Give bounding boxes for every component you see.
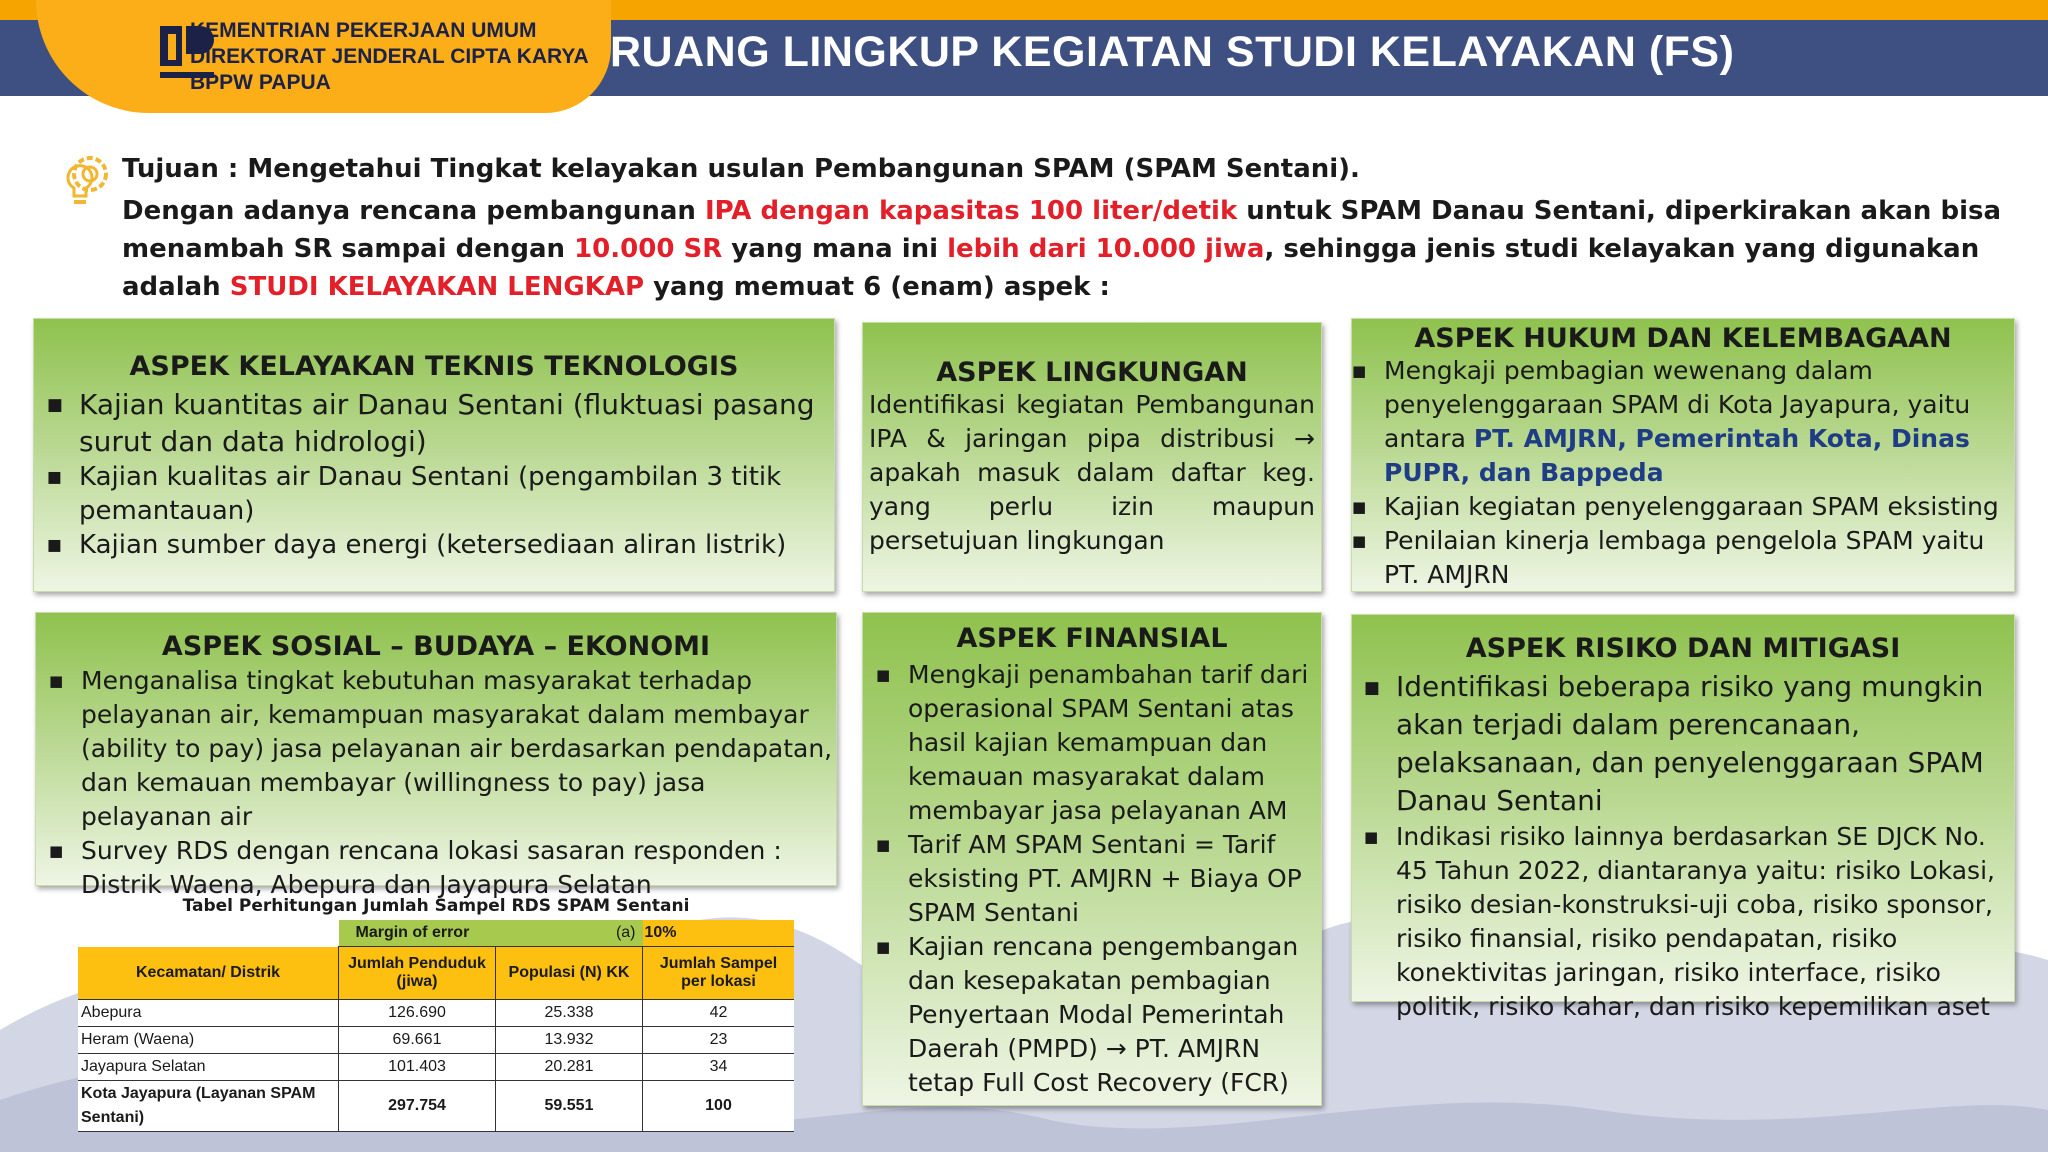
list-item: ■ Indikasi risiko lainnya berdasarkan SE DJCK No. 45 Tahun 2022, diantaranya yaitu: risiko Lokasi, risiko desian-konstruksi-uji coba, risiko sponsor, risiko finansial, risiko pendapatan, risiko konektivitas jaringan, risiko interface, risiko politik, risiko kahar, dan risiko kepemilikan aset bbox=[1396, 820, 2014, 1024]
table-header: Kecamatan/ Distrik bbox=[78, 947, 339, 1000]
table-cell: 42 bbox=[643, 999, 795, 1026]
table-header: Jumlah Penduduk (jiwa) bbox=[339, 947, 496, 1000]
list-item: ■ Menganalisa tingkat kebutuhan masyarakat terhadap pelayanan air, kemampuan masyarakat dalam membayar (ability to pay) jasa pelayanan air berdasarkan pendapatan, dan kemauan membayar (willingness to pay) jasa pelayanan air bbox=[81, 664, 836, 834]
table-cell: 297.754 bbox=[339, 1080, 496, 1131]
list-item: ■ Kajian kegiatan penyelenggaraan SPAM eksisting bbox=[1384, 490, 2014, 524]
ministry-text bbox=[190, 18, 589, 96]
list-item: ■ Tarif AM SPAM Sentani = Tarif eksisting PT. AMJRN + Biaya OP SPAM Sentani bbox=[908, 828, 1321, 930]
hukum-item1-entities: PT. AMJRN, Pemerintah Kota, Dinas PUPR, dan Bappeda bbox=[1384, 424, 1970, 487]
rds-table bbox=[78, 920, 794, 1132]
intro-text bbox=[122, 150, 2022, 306]
table-cell-empty bbox=[78, 920, 339, 947]
list-item: ■ Mengkaji penambahan tarif dari operasional SPAM Sentani atas hasil kajian kemampuan dan kemauan masyarakat dalam membayar jasa pelayanan AM bbox=[908, 658, 1321, 828]
table-total-row bbox=[78, 1080, 794, 1131]
table-cell: 13.932 bbox=[496, 1026, 643, 1053]
list-item: ■ Kajian kualitas air Danau Sentani (pengambilan 3 titik pemantauan) bbox=[79, 460, 834, 528]
table-cell: Kota Jayapura (Layanan SPAM Sentani) bbox=[78, 1080, 339, 1131]
table-cell: 34 bbox=[643, 1053, 795, 1080]
card-finansial bbox=[862, 612, 1322, 1106]
page-title: RUANG LINGKUP KEGIATAN STUDI KELAYAKAN (FS) bbox=[610, 28, 1735, 76]
intro-p1: Dengan adanya rencana pembangunan bbox=[122, 196, 705, 226]
lightbulb-gear-icon bbox=[54, 148, 118, 212]
table-cell: Heram (Waena) bbox=[78, 1026, 339, 1053]
card-sosial-list bbox=[81, 664, 836, 902]
list-item: ■ Kajian sumber daya energi (ketersediaan aliran listrik) bbox=[79, 528, 834, 562]
table-row bbox=[78, 920, 794, 947]
hukum-item1-text: Mengkaji pembagian wewenang dalam penyelenggaraan SPAM di Kota Jayapura, yaitu antara bbox=[1384, 356, 1971, 453]
table-cell: Abepura bbox=[78, 999, 339, 1026]
table-header-row bbox=[78, 947, 794, 1000]
table-cell: 100 bbox=[643, 1080, 795, 1131]
table-row bbox=[78, 1026, 794, 1053]
intro-p5: yang memuat 6 (enam) aspek : bbox=[644, 272, 1110, 302]
table-header: Jumlah Sampel per lokasi bbox=[643, 947, 795, 1000]
table-cell: 101.403 bbox=[339, 1053, 496, 1080]
rds-table-title: Tabel Perhitungan Jumlah Sampel RDS SPAM Sentani bbox=[182, 896, 690, 916]
card-lingkungan-title: ASPEK LINGKUNGAN bbox=[936, 357, 1248, 388]
table-cell: Jayapura Selatan bbox=[78, 1053, 339, 1080]
ministry-line-3: BPPW PAPUA bbox=[190, 71, 331, 94]
intro-p2-red: 10.000 SR bbox=[574, 234, 723, 264]
table-cell: 25.338 bbox=[496, 999, 643, 1026]
card-hukum-title: ASPEK HUKUM DAN KELEMBAGAAN bbox=[1414, 323, 1952, 354]
card-lingkungan bbox=[862, 322, 1322, 592]
margin-value: 10% bbox=[643, 920, 795, 947]
ministry-line-2: DIREKTORAT JENDERAL CIPTA KARYA bbox=[190, 45, 589, 68]
card-hukum-list bbox=[1384, 354, 2014, 592]
table-cell: 59.551 bbox=[496, 1080, 643, 1131]
card-risiko-title: ASPEK RISIKO DAN MITIGASI bbox=[1465, 633, 1901, 664]
list-item: ■ Kajian kuantitas air Danau Sentani (fluktuasi pasang surut dan data hidrologi) bbox=[79, 386, 834, 460]
ministry-line-1: KEMENTRIAN PEKERJAAN UMUM bbox=[190, 19, 537, 42]
list-item: ■ Survey RDS dengan rencana lokasi sasaran responden : Distrik Waena, Abepura dan Jayapura Selatan bbox=[81, 834, 836, 902]
intro-p4: , sehingga jenis studi kelayakan yang digunakan adalah bbox=[122, 234, 1980, 302]
list-item: ■ Kajian rencana pengembangan dan kesepakatan pembagian Penyertaan Modal Pemerintah Daerah (PMPD) → PT. AMJRN tetap Full Cost Recovery (FCR) bbox=[908, 930, 1321, 1100]
card-sosial-title: ASPEK SOSIAL – BUDAYA – EKONOMI bbox=[161, 631, 711, 662]
card-finansial-list bbox=[908, 658, 1321, 1100]
table-row bbox=[78, 1053, 794, 1080]
list-item: ■ Penilaian kinerja lembaga pengelola SPAM yaitu PT. AMJRN bbox=[1384, 524, 2014, 592]
card-hukum bbox=[1351, 318, 2015, 592]
list-item: ■ Identifikasi beberapa risiko yang mungkin akan terjadi dalam perencanaan, pelaksanaan, dan penyelenggaraan SPAM Danau Sentani bbox=[1396, 668, 2014, 820]
card-teknis-list bbox=[79, 386, 834, 562]
margin-label: Margin of error bbox=[355, 924, 470, 941]
intro-p4-red: STUDI KELAYAKAN LENGKAP bbox=[229, 272, 645, 302]
card-sosial bbox=[35, 612, 837, 899]
table-row bbox=[78, 999, 794, 1026]
card-risiko-list bbox=[1396, 668, 2014, 1024]
intro-p2: untuk SPAM Danau Sentani, diperkirakan akan bisa menambah SR sampai dengan bbox=[122, 196, 2002, 264]
card-teknis-title: ASPEK KELAYAKAN TEKNIS TEKNOLOGIS bbox=[129, 351, 739, 382]
intro-p1-red: IPA dengan kapasitas 100 liter/detik bbox=[704, 196, 1238, 226]
table-cell: 126.690 bbox=[339, 999, 496, 1026]
table-cell: 69.661 bbox=[339, 1026, 496, 1053]
card-teknis bbox=[33, 318, 835, 592]
table-header: Populasi (N) KK bbox=[496, 947, 643, 1000]
card-finansial-title: ASPEK FINANSIAL bbox=[956, 623, 1228, 654]
intro-p3-red: lebih dari 10.000 jiwa bbox=[947, 234, 1265, 264]
table-cell: 23 bbox=[643, 1026, 795, 1053]
intro-paragraph bbox=[122, 192, 2022, 306]
list-item bbox=[1384, 354, 2014, 490]
margin-label-cell bbox=[339, 920, 643, 947]
card-risiko bbox=[1351, 614, 2015, 1021]
card-lingkungan-body: Identifikasi kegiatan Pembangunan IPA & jaringan pipa distribusi → apakah masuk dalam daftar keg. yang perlu izin maupun persetujuan lingkungan bbox=[869, 390, 1315, 555]
margin-symbol: (a) bbox=[615, 924, 636, 941]
tujuan-line: Tujuan : Mengetahui Tingkat kelayakan usulan Pembangunan SPAM (SPAM Sentani). bbox=[122, 154, 1360, 184]
intro-p3: yang mana ini bbox=[722, 234, 948, 264]
table-cell: 20.281 bbox=[496, 1053, 643, 1080]
